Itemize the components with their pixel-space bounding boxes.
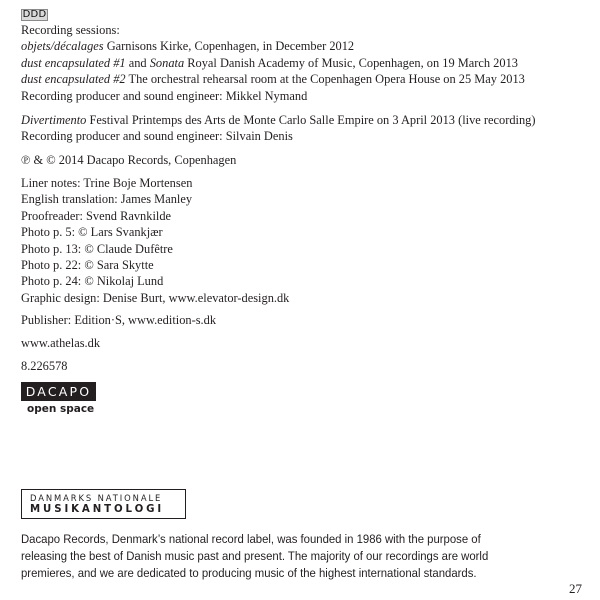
credit-item: Graphic design: Denise Burt, www.elevator-design.dk — [21, 290, 290, 305]
credit-item: Proofreader: Svend Ravnkilde — [21, 208, 172, 223]
work-title: Sonata — [149, 55, 185, 70]
page-number: 27 — [569, 581, 582, 596]
credit-item: Photo p. 5: © Lars Svankjær — [21, 225, 163, 240]
session-details: Festival Printemps des Arts de Monte Carlo Salle Empire on 3 April 2013 (live recording) — [89, 113, 536, 127]
session-details: The orchestral rehearsal room at the Copenhagen Opera House on 25 May 2013 — [128, 72, 525, 87]
dacapo-logo: DACAPO — [21, 382, 96, 401]
recording-sessions-block — [21, 22, 525, 104]
divertimento-block — [21, 112, 536, 145]
catalog-number: 8.226578 — [21, 359, 68, 373]
about-line: releasing the best of Danish music past and present. The majority of our recordings are world — [21, 548, 489, 563]
about-line: premieres, and we are dedicated to producing music of the highest international standards. — [21, 565, 477, 580]
work-title: objets/décalages — [21, 39, 104, 54]
website-line: www.athelas.dk — [21, 336, 101, 350]
about-line: Dacapo Records, Denmark’s national record label, was founded in 1986 with the purpose of — [21, 532, 481, 546]
dnm-logo-line1: DANMARKS NATIONALE — [30, 493, 163, 503]
session-line — [21, 112, 536, 128]
ddd-badge: DDD — [22, 9, 47, 20]
about-dacapo-paragraph — [21, 531, 542, 581]
producer-credit: Recording producer and sound engineer: Mikkel Nymand — [21, 88, 308, 103]
dnm-logo-line2: MUSIKANTOLOGI — [30, 504, 165, 515]
credit-item: Liner notes: Trine Boje Mortensen — [21, 176, 193, 190]
session-line — [21, 55, 525, 71]
dacapo-logo-subtitle: open space — [27, 403, 95, 415]
session-line — [21, 71, 525, 87]
producer-credit: Recording producer and sound engineer: Silvain Denis — [21, 129, 293, 144]
copyright-line: ℗ & © 2014 Dacapo Records, Copenhagen — [21, 153, 237, 167]
recording-heading: Recording sessions: — [21, 23, 120, 37]
credit-item: Photo p. 22: © Sara Skytte — [21, 258, 154, 273]
session-details: Royal Danish Academy of Music, Copenhagen, on 19 March 2013 — [187, 55, 518, 70]
danmarks-nationale-musikantologi-logo — [21, 489, 186, 519]
credits-list — [21, 175, 289, 306]
work-title: dust encapsulated #2 — [21, 72, 126, 87]
work-title: Divertimento — [21, 113, 87, 127]
session-details: Garnisons Kirke, Copenhagen, in December 2012 — [106, 39, 355, 54]
credit-item: Photo p. 13: © Claude Dufêtre — [21, 241, 173, 256]
publisher-line: Publisher: Edition·S, www.edition-s.dk — [21, 313, 217, 327]
joiner: and — [128, 55, 147, 70]
session-line — [21, 38, 525, 54]
credit-item: English translation: James Manley — [21, 192, 193, 207]
credit-item: Photo p. 24: © Nikolaj Lund — [21, 274, 164, 289]
work-title: dust encapsulated #1 — [21, 55, 126, 70]
